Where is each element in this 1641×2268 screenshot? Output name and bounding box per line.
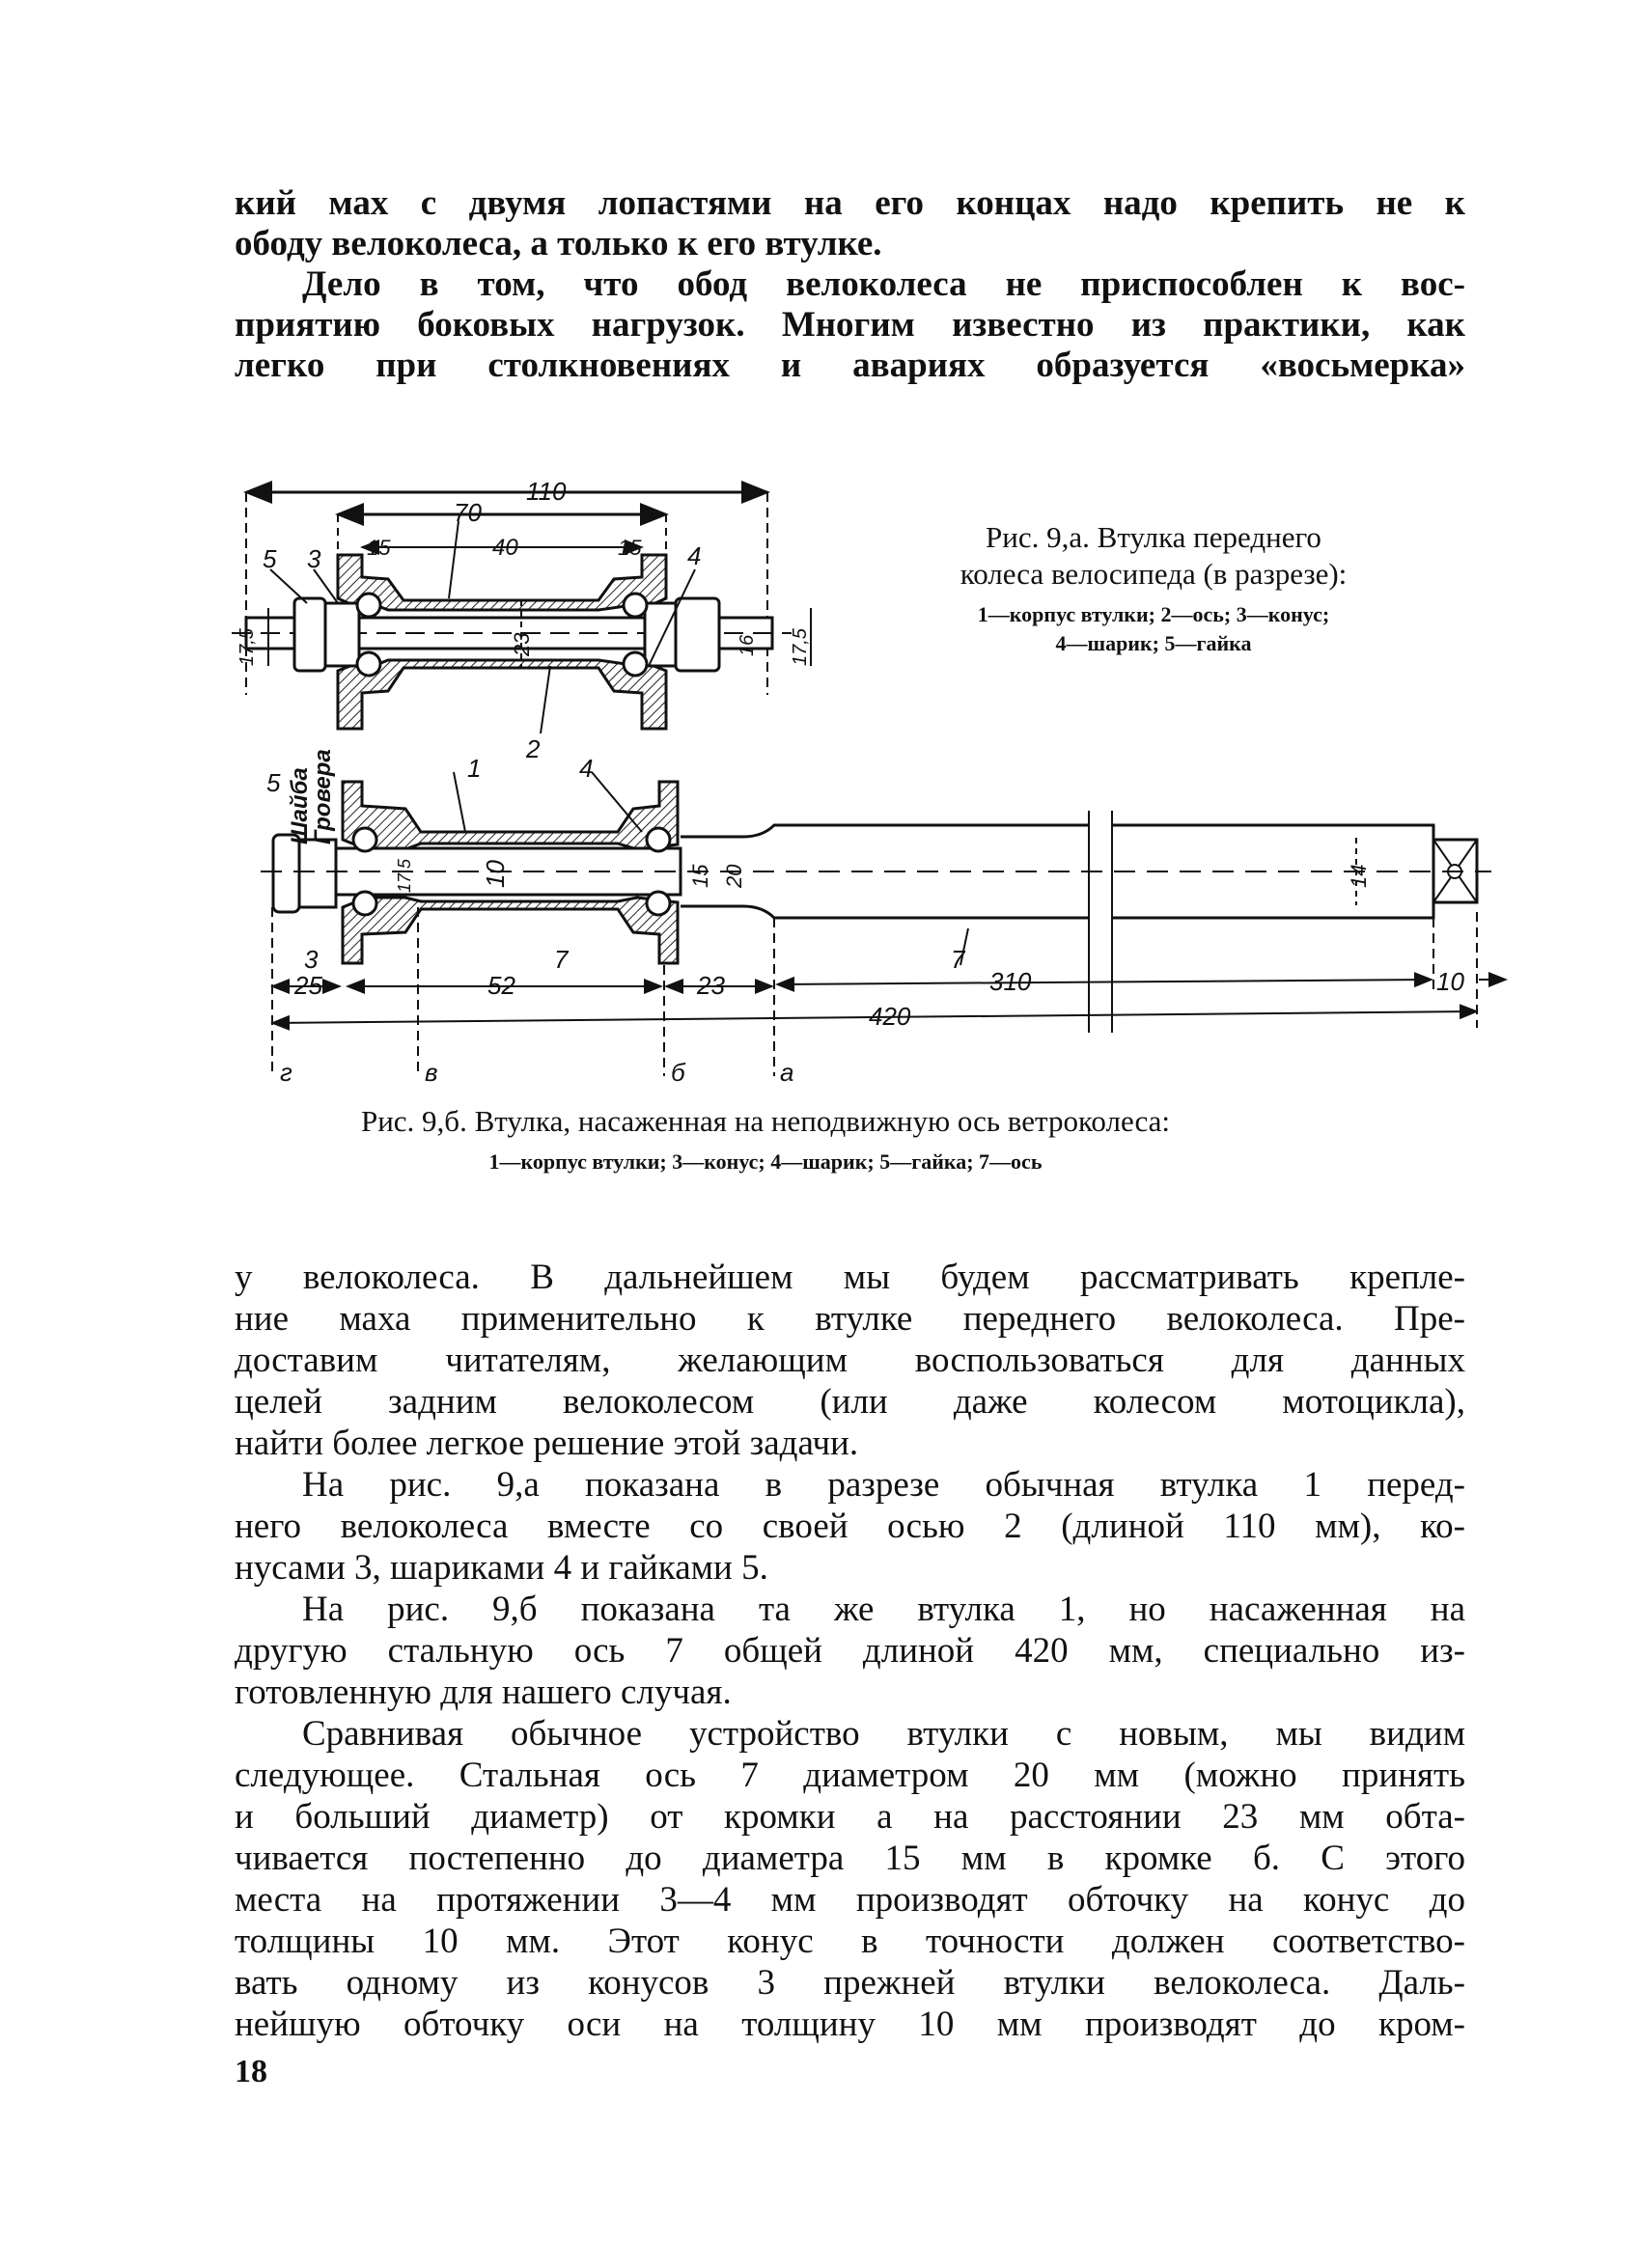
section-b: б (671, 1058, 685, 1087)
section-v: в (425, 1058, 438, 1087)
dim-23: 23 (697, 971, 725, 1000)
label-washer: Шайба (287, 767, 313, 844)
figure-9b-title: Рис. 9,б. Втулка, насаженная на неподвижную ось ветроколеса: (360, 1104, 1171, 1138)
text-line: и больший диаметр) от кромки а на расстоянии 23 мм обта- (235, 1797, 1465, 1837)
text-line: толщины 10 мм. Этот конус в точности должен соответство- (235, 1922, 1465, 1961)
dim-310: 310 (989, 967, 1032, 996)
dim-25: 25 (294, 971, 322, 1000)
text-line: легко при столкновениях и авариях образуется «восьмерка» (235, 346, 1465, 385)
dim-10-end: 10 (1436, 967, 1464, 996)
figure-9a-title-line-1: Рис. 9,а. Втулка переднего (986, 520, 1321, 554)
figure-9b-caption (235, 1103, 1296, 1176)
text-line: На рис. 9,б показана та же втулка 1, но насаженная на (302, 1590, 1465, 1629)
text-line: приятию боковых нагрузок. Многим известно из практики, как (235, 305, 1465, 345)
dim-10: 10 (481, 860, 510, 888)
dim-16: 16 (737, 634, 758, 656)
section-g: г (280, 1058, 292, 1087)
text-line: На рис. 9,а показана в разрезе обычная втулка 1 перед- (302, 1465, 1465, 1505)
dim-15: 15 (688, 864, 712, 888)
label-4: 4 (687, 541, 702, 570)
dim-52: 52 (487, 971, 515, 1000)
text-line: доставим читателям, желающим воспользоваться для данных (235, 1341, 1465, 1380)
figure-9b-legend: 1—корпус втулки; 3—конус; 4—шарик; 5—гайка; 7—ось (488, 1149, 1043, 1174)
figure-9a-legend-line-2: 4—шарик; 5—гайка (1055, 631, 1252, 655)
text-line: него велоколеса вместе со своей осью 2 (длиной 110 мм), ко- (235, 1507, 1465, 1546)
label-7-inner: 7 (554, 945, 569, 974)
label-3: 3 (307, 544, 321, 573)
figure-9a-title-line-2: колеса велосипеда (в разрезе): (960, 557, 1348, 591)
figure-9a-legend-line-1: 1—корпус втулки; 2—ось; 3—конус; (977, 602, 1330, 626)
dim-15-right: 15 (618, 536, 642, 560)
text-line: кий мах с двумя лопастями на его концах надо крепить не к (235, 183, 1465, 223)
text-line: места на протяжении 3—4 мм производят обточку на конус до (235, 1880, 1465, 1920)
label-3: 3 (304, 945, 319, 974)
dim-420: 420 (869, 1002, 911, 1031)
dim-17-5-right: 17,5 (790, 628, 811, 666)
text-line: чивается постепенно до диаметра 15 мм в кромке б. С этого (235, 1839, 1465, 1878)
body-text (235, 1257, 1465, 2045)
section-a: а (780, 1058, 794, 1087)
text-line: вать одному из конусов 3 прежней втулки велоколеса. Даль- (235, 1963, 1465, 2003)
figure-9a-caption (878, 519, 1429, 658)
text-line: Сравнивая обычное устройство втулки с новым, мы видим (302, 1714, 1465, 1754)
dim-14: 14 (1347, 864, 1371, 888)
dim-17-5-left: 17,5 (236, 628, 258, 666)
text-line: найти более легкое решение этой задачи. (235, 1424, 859, 1463)
dim-40: 40 (492, 535, 518, 561)
label-7-outer: 7 (951, 945, 965, 974)
figure-9a-drawing (232, 492, 811, 733)
text-line: другую стальную ось 7 общей длиной 420 мм, специально из- (235, 1631, 1465, 1671)
text-line: Дело в том, что обод велоколеса не приспособлен к вос- (302, 264, 1465, 304)
dim-23: 23 (510, 632, 534, 656)
text-line: ние маха применительно к втулке переднего велоколеса. Пре- (235, 1299, 1465, 1339)
label-5: 5 (266, 768, 281, 797)
label-1: 1 (467, 754, 482, 783)
dim-17-5: 17,5 (395, 858, 414, 893)
label-5: 5 (263, 544, 277, 573)
dim-70: 70 (454, 498, 482, 527)
dim-15-left: 15 (367, 536, 391, 560)
dim-20: 20 (722, 864, 746, 888)
text-line: следующее. Стальная ось 7 диаметром 20 мм (можно принять (235, 1756, 1465, 1795)
text-line: ободу велоколеса, а только к его втулке. (235, 224, 882, 263)
dim-110: 110 (526, 477, 567, 506)
label-2: 2 (526, 734, 541, 763)
page-number: 18 (235, 2054, 267, 2089)
text-line: у велоколеса. В дальнейшем мы будем рассматривать крепле- (235, 1258, 1465, 1297)
text-line: готовленную для нашего случая. (235, 1673, 732, 1712)
text-line: нусами 3, шариками 4 и гайками 5. (235, 1548, 768, 1588)
text-line: целей задним велоколесом (или даже колесом мотоцикла), (235, 1382, 1465, 1422)
label-4: 4 (579, 754, 594, 783)
text-line: нейшую обточку оси на толщину 10 мм производят до кром- (235, 2005, 1465, 2044)
label-grover: Гровера (310, 749, 336, 844)
